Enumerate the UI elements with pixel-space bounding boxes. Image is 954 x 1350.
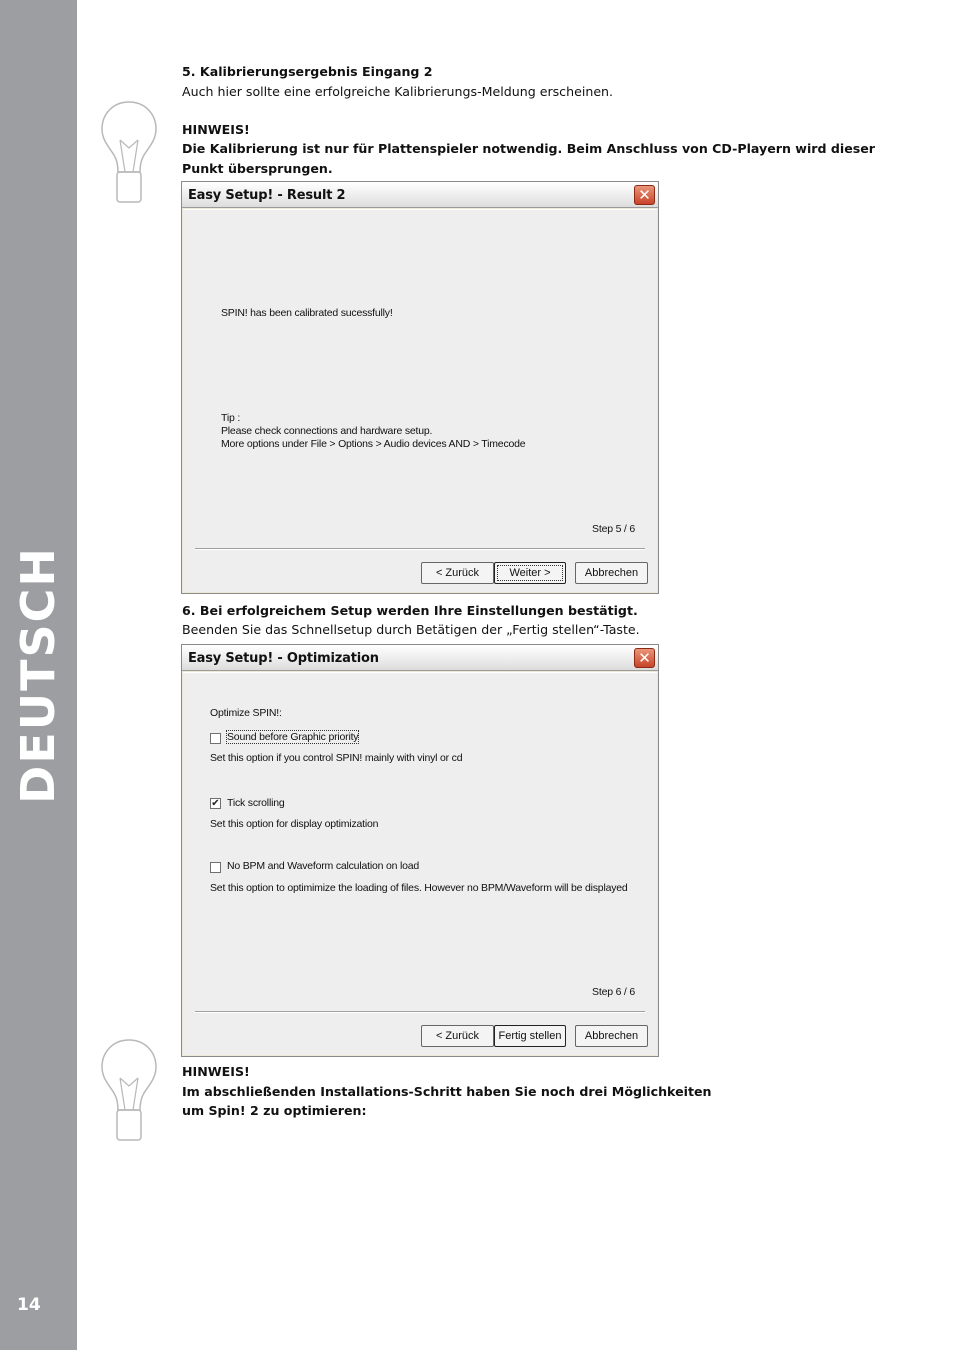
optimize-heading: Optimize SPIN!: xyxy=(210,707,282,719)
lightbulb-icon xyxy=(100,100,158,206)
section-5-body: Auch hier sollte eine erfolgreiche Kalibrierungs-Meldung erscheinen. xyxy=(182,84,614,99)
separator xyxy=(195,548,645,550)
back-button[interactable]: < Zurück xyxy=(421,1025,494,1047)
tip-line-1: Please check connections and hardware setup. xyxy=(221,425,433,437)
check-icon: ✔ xyxy=(211,798,220,809)
page-number: 14 xyxy=(17,1295,41,1315)
tip-label: Tip : xyxy=(221,412,241,424)
close-icon[interactable]: ✕ xyxy=(634,185,655,205)
next-button-label: Weiter > xyxy=(509,567,551,579)
section-6-heading: 6. Bei erfolgreichem Setup werden Ihre Einstellungen bestätigt. xyxy=(182,603,638,618)
result-2-dialog xyxy=(181,181,659,594)
cancel-button[interactable]: Abbrechen xyxy=(575,1025,648,1047)
sidebar xyxy=(0,0,77,1350)
sound-priority-checkbox[interactable] xyxy=(210,733,221,744)
sound-priority-label[interactable]: Sound before Graphic priority xyxy=(227,731,359,743)
tip-line-2: More options under File > Options > Audio devices AND > Timecode xyxy=(221,438,526,450)
tick-scrolling-label[interactable]: Tick scrolling xyxy=(227,797,285,809)
no-bpm-checkbox[interactable] xyxy=(210,862,221,873)
next-button[interactable] xyxy=(494,562,566,584)
dialog-client-area xyxy=(183,672,657,1055)
optimization-dialog xyxy=(181,644,659,1057)
back-button[interactable]: < Zurück xyxy=(421,562,494,584)
section-5-heading: 5. Kalibrierungsergebnis Eingang 2 xyxy=(182,64,433,79)
close-icon[interactable]: ✕ xyxy=(634,648,655,668)
tick-scrolling-desc: Set this option for display optimization xyxy=(210,818,379,830)
no-bpm-label[interactable]: No BPM and Waveform calculation on load xyxy=(227,860,419,872)
sound-priority-desc: Set this option if you control SPIN! mainly with vinyl or cd xyxy=(210,752,463,764)
focus-rect xyxy=(497,565,563,581)
section-6-body: Beenden Sie das Schnellsetup durch Betätigen der „Fertig stellen“-Taste. xyxy=(182,622,640,637)
cancel-button[interactable]: Abbrechen xyxy=(575,562,648,584)
calibration-message: SPIN! has been calibrated sucessfully! xyxy=(221,307,393,319)
tick-scrolling-checkbox[interactable] xyxy=(210,798,221,809)
note-1-line-1: Die Kalibrierung ist nur für Plattenspieler notwendig. Beim Anschluss von CD-Playern wird dieser xyxy=(182,141,875,156)
note-2-line-1: Im abschließenden Installations-Schritt haben Sie noch drei Möglichkeiten xyxy=(182,1084,712,1099)
lightbulb-icon xyxy=(100,1038,158,1144)
dialog-titlebar xyxy=(182,645,658,671)
separator xyxy=(195,1011,645,1013)
note-1-line-2: Punkt übersprungen. xyxy=(182,161,333,176)
dialog-title: Easy Setup! - Optimization xyxy=(188,651,379,666)
step-indicator: Step 6 / 6 xyxy=(592,986,635,998)
dialog-title: Easy Setup! - Result 2 xyxy=(188,188,346,203)
dialog-titlebar xyxy=(182,182,658,208)
language-label: DEUTSCH xyxy=(11,546,65,804)
note-2-heading: HINWEIS! xyxy=(182,1064,250,1079)
finish-button[interactable]: Fertig stellen xyxy=(494,1025,566,1047)
no-bpm-desc: Set this option to optimimize the loading of files. However no BPM/Waveform will be displayed xyxy=(210,882,628,894)
dialog-client-area xyxy=(183,209,657,592)
note-2-line-2: um Spin! 2 zu optimieren: xyxy=(182,1103,367,1118)
step-indicator: Step 5 / 6 xyxy=(592,523,635,535)
note-1-heading: HINWEIS! xyxy=(182,122,250,137)
